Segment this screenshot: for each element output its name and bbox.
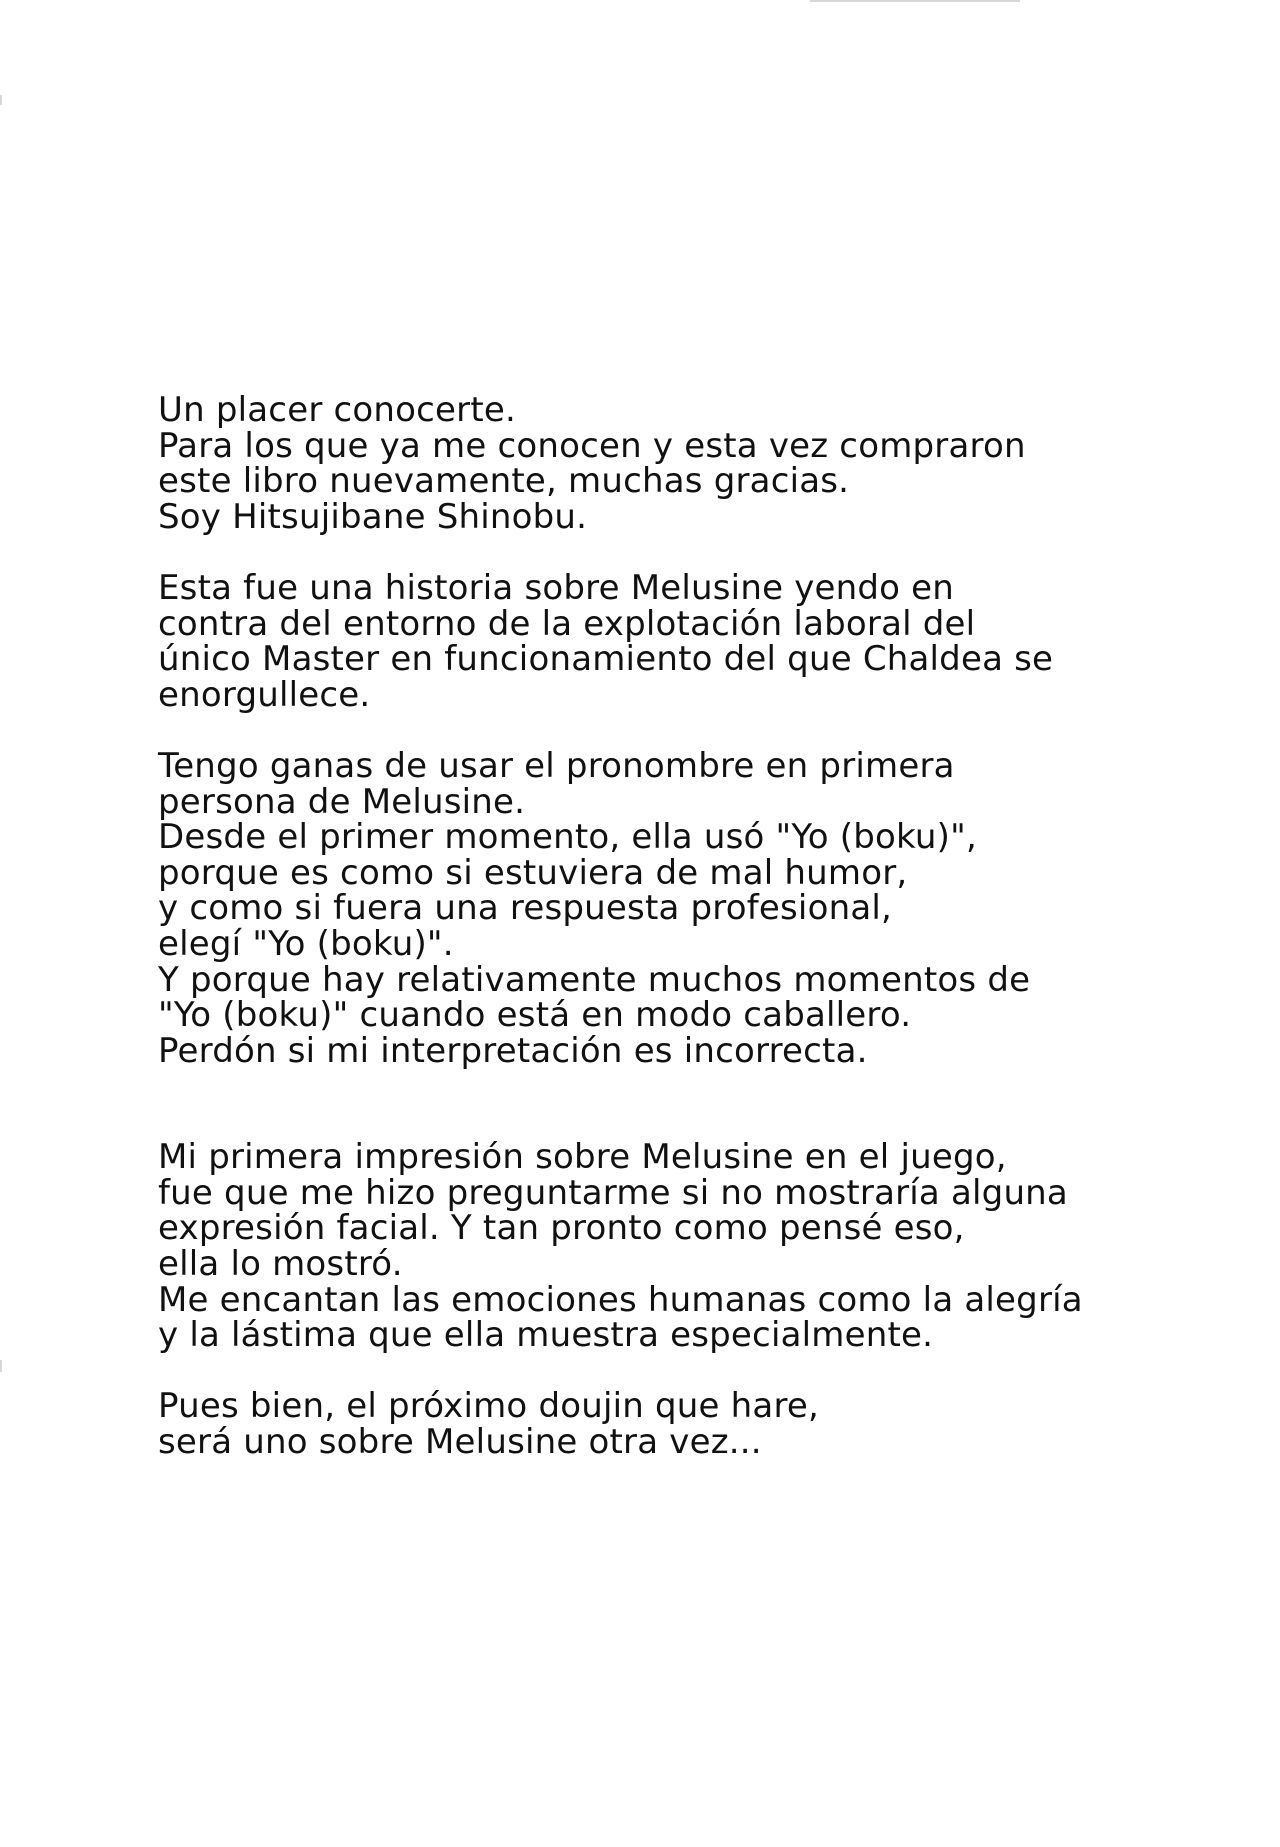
scan-edge-mark (810, 0, 1020, 2)
text-line: Perdón si mi interpretación es incorrecta. (158, 1030, 868, 1071)
scan-edge-mark (0, 95, 2, 105)
paragraph-story-summary (158, 567, 1218, 715)
paragraph-first-impression (158, 1137, 1218, 1356)
text-line: Desde el primer momento, ella usó "Yo (boku)", (158, 817, 977, 858)
text-line: Mi primera impresión sobre Melusine en el juego, (158, 1137, 1007, 1178)
paragraph-spacer (158, 535, 1218, 571)
paragraph-spacer (158, 713, 1218, 749)
text-line: será uno sobre Melusine otra vez... (158, 1422, 762, 1463)
text-line: este libro nuevamente, muchas gracias. (158, 461, 850, 502)
text-line: Un placer conocerte. (158, 390, 516, 430)
text-line: "Yo (boku)" cuando está en modo caballero. (158, 995, 912, 1036)
text-line: Soy Hitsujibane Shinobu. (158, 496, 588, 537)
afterword-text (158, 390, 1218, 1463)
text-line: único Master en funcionamiento del que Chaldea se (158, 639, 1054, 680)
text-line: ella lo mostró. (158, 1244, 403, 1285)
text-line: y como si fuera una respuesta profesional, (158, 888, 893, 929)
paragraph-spacer (158, 1354, 1218, 1390)
text-line: contra del entorno de la explotación laboral del (158, 603, 976, 644)
text-line: expresión facial. Y tan pronto como pensé eso, (158, 1208, 965, 1249)
text-line: enorgullece. (158, 674, 371, 715)
paragraph-pronoun-note (158, 745, 1218, 1071)
text-line: persona de Melusine. (158, 781, 526, 822)
paragraph-next-doujin (158, 1386, 1218, 1463)
text-line: fue que me hizo preguntarme si no mostraría alguna (158, 1172, 1068, 1213)
text-line: Me encantan las emociones humanas como la alegría (158, 1279, 1083, 1320)
scan-edge-mark (0, 1360, 2, 1372)
paragraph-introduction (158, 390, 1218, 537)
text-line: Esta fue una historia sobre Melusine yendo en (158, 567, 955, 608)
text-line: porque es como si estuviera de mal humor, (158, 852, 908, 893)
text-line: Tengo ganas de usar el pronombre en primera (158, 745, 955, 786)
text-line: Pues bien, el próximo doujin que hare, (158, 1386, 820, 1427)
text-line: Y porque hay relativamente muchos momentos de (158, 959, 1031, 1000)
paragraph-spacer (158, 1069, 1218, 1140)
text-line: Para los que ya me conocen y esta vez compraron (158, 425, 1026, 466)
text-line: elegí "Yo (boku)". (158, 923, 454, 964)
text-line: y la lástima que ella muestra especialmente. (158, 1315, 934, 1356)
